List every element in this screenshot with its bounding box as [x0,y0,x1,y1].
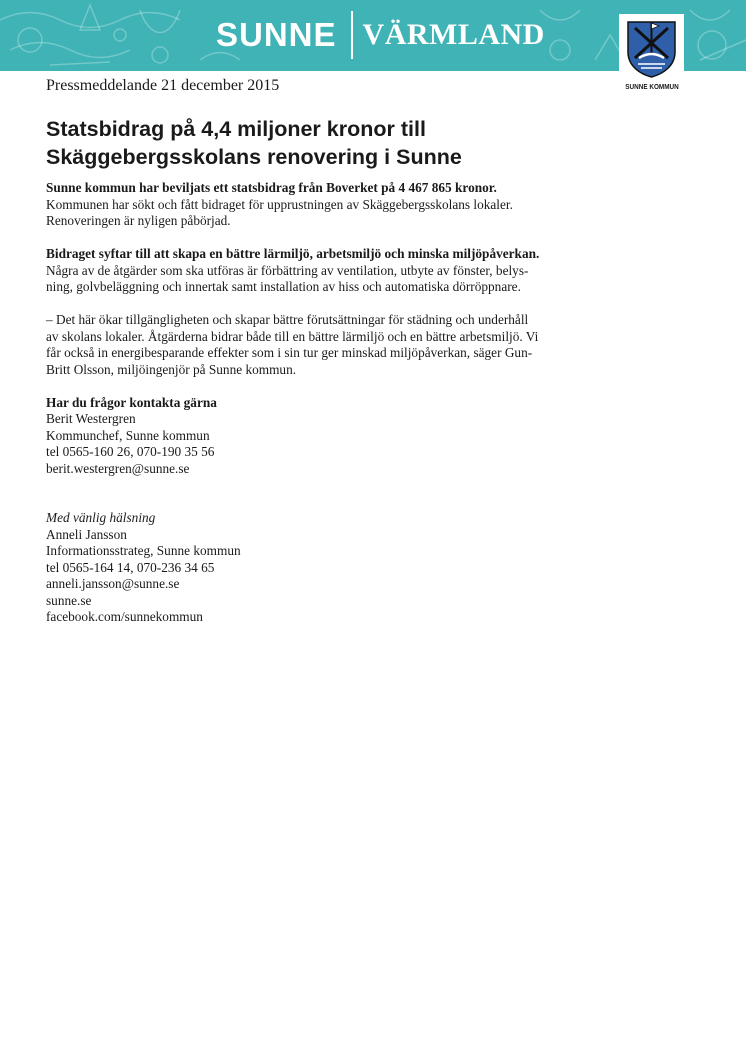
brand-divider [351,11,353,59]
signoff-name: Anneli Jansson [46,526,127,542]
crest-icon [619,14,684,80]
article-body [46,180,566,626]
paragraph-line: Renoveringen är nyligen påbörjad. [46,213,231,228]
contact-heading: Har du frågor kontakta gärna [46,394,217,410]
paragraph-line: Några av de åtgärder som ska utföras är förbättring av ventilation, utbyte av fönster, belys- [46,262,529,278]
press-release-dateline: Pressmeddelande 21 december 2015 [46,77,280,94]
headline [46,115,566,171]
contact-email[interactable]: berit.westergren@sunne.se [46,460,190,476]
headline-line: Statsbidrag på 4,4 miljoner kronor till [46,117,426,141]
paragraph-line: – Det här ökar tillgängligheten och skapar bättre förutsättningar för städning och underhåll [46,312,529,327]
paragraph-lead: Sunne kommun har beviljats ett statsbidrag från Boverket på 4 467 865 kronor. [46,180,497,195]
brand-varmland: VÄRMLAND [362,18,545,51]
crest-caption: SUNNE KOMMUN [625,82,679,91]
paragraph-lead: Bidraget syftar till att skapa en bättre lärmiljö, arbetsmiljö och minska miljöpåverkan. [46,246,540,261]
signoff-phone: tel 0565-164 14, 070-236 34 65 [46,559,215,575]
paragraph-line: av skolans lokaler. Åtgärderna bidrar både till en bättre lärmiljö och en bättre arbetsmiljö. Vi [46,328,539,344]
paragraph-line: Britt Olsson, miljöingenjör på Sunne kommun. [46,361,297,377]
signoff-greeting: Med vänlig hälsning [46,510,156,525]
headline-line: Skäggebergsskolans renovering i Sunne [46,145,462,169]
contact-name: Berit Westergren [46,411,136,426]
brand-sunne: SUNNE [216,16,337,53]
contact-phone: tel 0565-160 26, 070-190 35 56 [46,444,215,459]
paragraph-funding [46,180,566,230]
signoff-block [46,510,566,626]
municipal-crest [619,14,684,80]
contact-title: Kommunchef, Sunne kommun [46,427,210,443]
paragraph-quote [46,312,566,378]
signoff-facebook[interactable]: facebook.com/sunnekommun [46,609,203,624]
signoff-email[interactable]: anneli.jansson@sunne.se [46,576,180,591]
contact-block [46,395,566,478]
paragraph-purpose [46,246,566,296]
signoff-website[interactable]: sunne.se [46,592,92,608]
paragraph-line: ning, golvbeläggning och innertak samt installation av hiss och automatiska dörröppnare. [46,279,521,294]
paragraph-line: får också in energibesparande effekter som i sin tur ger minskad miljöpåverkan, säger Gun- [46,345,533,360]
signoff-title: Informationsstrateg, Sunne kommun [46,543,241,558]
brand-wordmark [216,12,545,58]
paragraph-line: Kommunen har sökt och fått bidraget för upprustningen av Skäggebergsskolans lokaler. [46,196,513,212]
